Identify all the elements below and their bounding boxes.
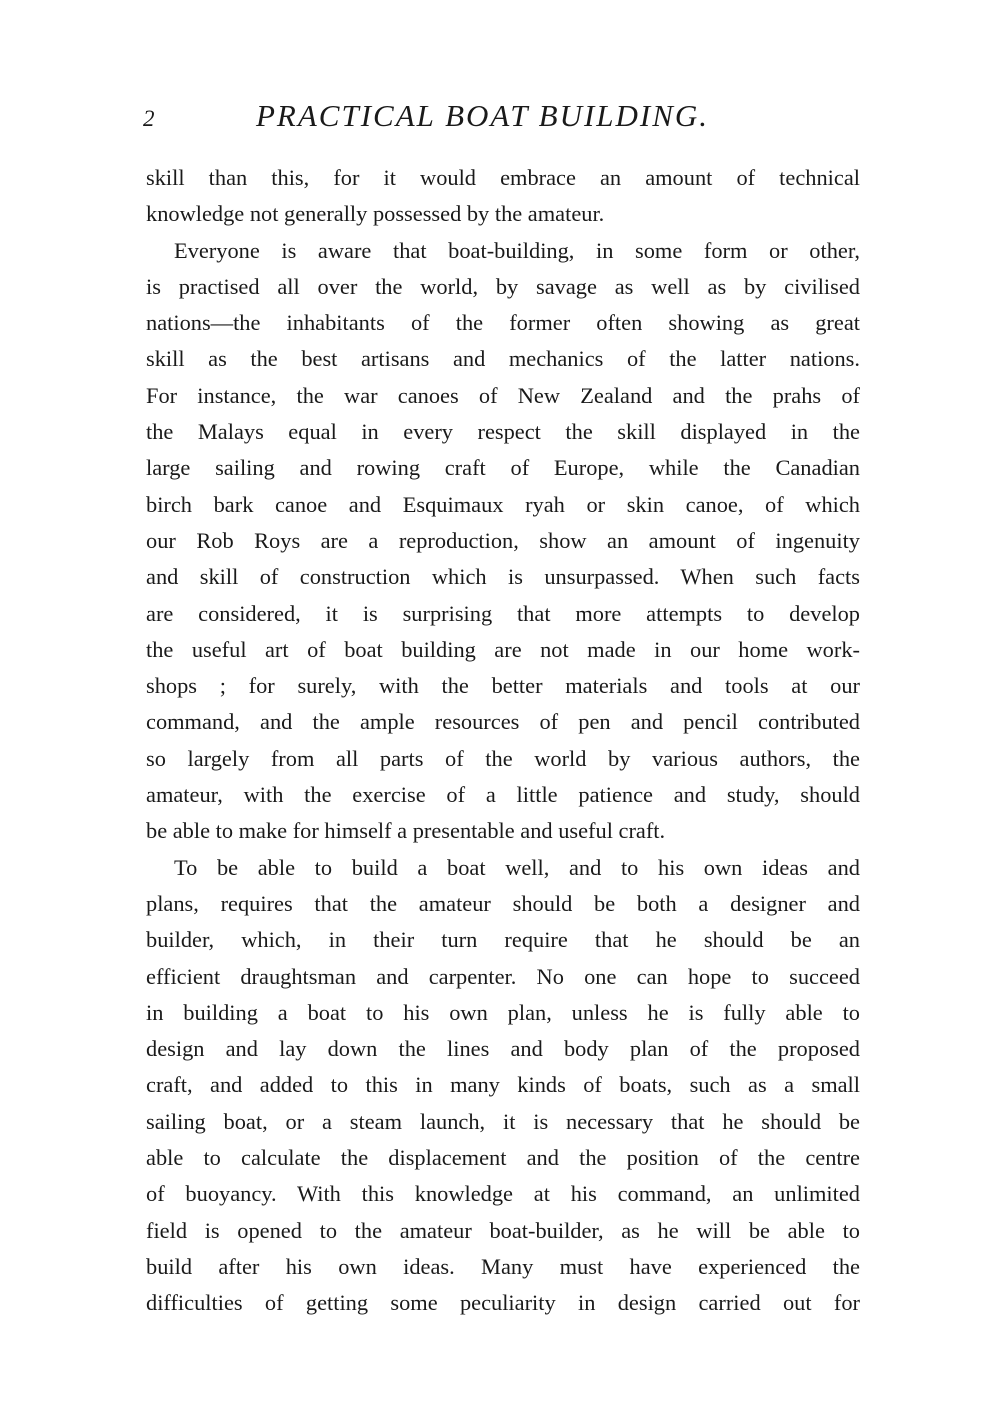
running-title: PRACTICAL BOAT BUILDING. xyxy=(256,98,710,133)
text-line: and skill of construction which is unsurpassed. When such facts xyxy=(146,564,860,590)
text-line: field is opened to the amateur boat-builder, as he will be able to xyxy=(146,1217,860,1243)
body-text xyxy=(146,160,860,1322)
page-number: 2 xyxy=(143,106,155,131)
text-line: amateur, with the exercise of a little patience and study, should xyxy=(146,782,860,808)
text-line: sailing boat, or a steam launch, it is necessary that he should be xyxy=(146,1108,860,1134)
text-line: our Rob Roys are a reproduction, show an amount of ingenuity xyxy=(146,527,860,553)
text-line: nations—the inhabitants of the former often showing as great xyxy=(146,310,860,336)
text-line: Everyone is aware that boat-building, in some form or other, xyxy=(174,237,860,263)
text-line: are considered, it is surprising that more attempts to develop xyxy=(146,600,860,626)
text-line: plans, requires that the amateur should be both a designer and xyxy=(146,890,860,916)
text-line: design and lay down the lines and body plan of the proposed xyxy=(146,1036,860,1062)
text-line: so largely from all parts of the world by various authors, the xyxy=(146,745,860,771)
text-line: command, and the ample resources of pen and pencil contributed xyxy=(146,709,860,735)
text-line: in building a boat to his own plan, unless he is fully able to xyxy=(146,999,860,1025)
text-line: birch bark canoe and Esquimaux ryah or skin canoe, of which xyxy=(146,491,860,517)
text-line: the Malays equal in every respect the skill displayed in the xyxy=(146,419,860,445)
text-line: is practised all over the world, by savage as well as by civilised xyxy=(146,273,860,299)
page-header xyxy=(143,98,863,142)
text-line: efficient draughtsman and carpenter. No one can hope to succeed xyxy=(146,963,860,989)
text-line: of buoyancy. With this knowledge at his command, an unlimited xyxy=(146,1181,860,1207)
text-line: be able to make for himself a presentable and useful craft. xyxy=(146,818,666,844)
text-line: craft, and added to this in many kinds of boats, such as a small xyxy=(146,1072,860,1098)
text-line: difficulties of getting some peculiarity in design carried out for xyxy=(146,1290,860,1316)
text-line: build after his own ideas. Many must have experienced the xyxy=(146,1253,860,1279)
text-line: For instance, the war canoes of New Zealand and the prahs of xyxy=(146,382,860,408)
text-line: large sailing and rowing craft of Europe, while the Canadian xyxy=(146,455,860,481)
text-line: knowledge not generally possessed by the amateur. xyxy=(146,201,605,227)
text-line: shops ; for surely, with the better materials and tools at our xyxy=(146,673,860,699)
text-line: skill than this, for it would embrace an amount of technical xyxy=(146,165,860,190)
text-line: able to calculate the displacement and the position of the centre xyxy=(146,1145,860,1171)
text-line: the useful art of boat building are not made in our home work- xyxy=(146,636,860,662)
text-line: skill as the best artisans and mechanics of the latter nations. xyxy=(146,346,860,372)
text-line: builder, which, in their turn require that he should be an xyxy=(146,927,860,953)
text-line: To be able to build a boat well, and to his own ideas and xyxy=(174,854,860,880)
